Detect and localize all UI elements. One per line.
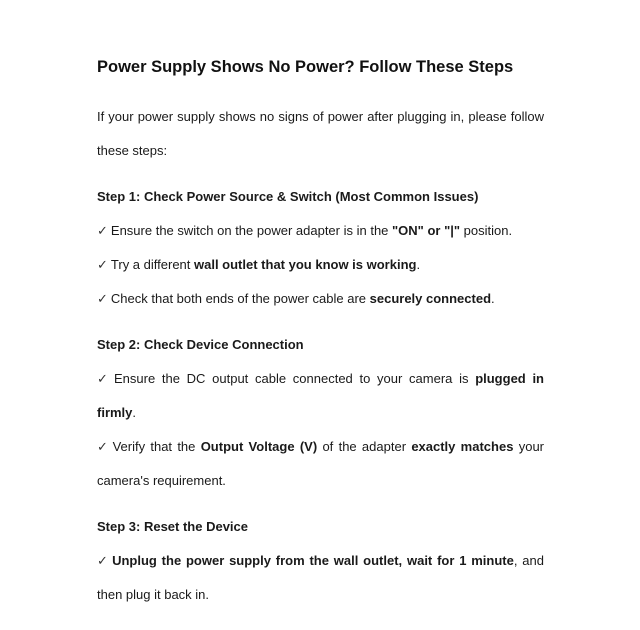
page-title: Power Supply Shows No Power? Follow These Steps (97, 58, 514, 76)
step-1-item-2: ✓ Try a different wall outlet that you know is working. (97, 257, 421, 272)
check-icon: ✓ (97, 553, 110, 568)
step-2-heading: Step 2: Check Device Connection (97, 337, 304, 352)
step-1-item-1: ✓ Ensure the switch on the power adapter is in the "ON" or "|" position. (97, 223, 513, 238)
check-icon: ✓ (97, 439, 110, 454)
step-1-heading: Step 1: Check Power Source & Switch (Most Common Issues) (97, 189, 479, 204)
check-icon: ✓ (97, 291, 108, 306)
step-3-heading: Step 3: Reset the Device (97, 519, 249, 534)
check-icon: ✓ (97, 223, 108, 238)
document-body (97, 100, 544, 612)
check-icon: ✓ (97, 371, 111, 386)
check-icon: ✓ (97, 257, 108, 272)
step-3-item-1: ✓ Unplug the power supply from the wall outlet, wait for 1 minute, and then plug it back in. (97, 553, 544, 602)
intro-paragraph: If your power supply shows no signs of power after plugging in, please follow these steps: (97, 109, 544, 158)
step-1-item-3: ✓ Check that both ends of the power cable are securely connected. (97, 291, 495, 306)
step-2-item-1: ✓ Ensure the DC output cable connected to your camera is plugged in firmly. (97, 371, 544, 420)
step-2-item-2: ✓ Verify that the Output Voltage (V) of the adapter exactly matches your camera's requirement. (97, 439, 545, 488)
